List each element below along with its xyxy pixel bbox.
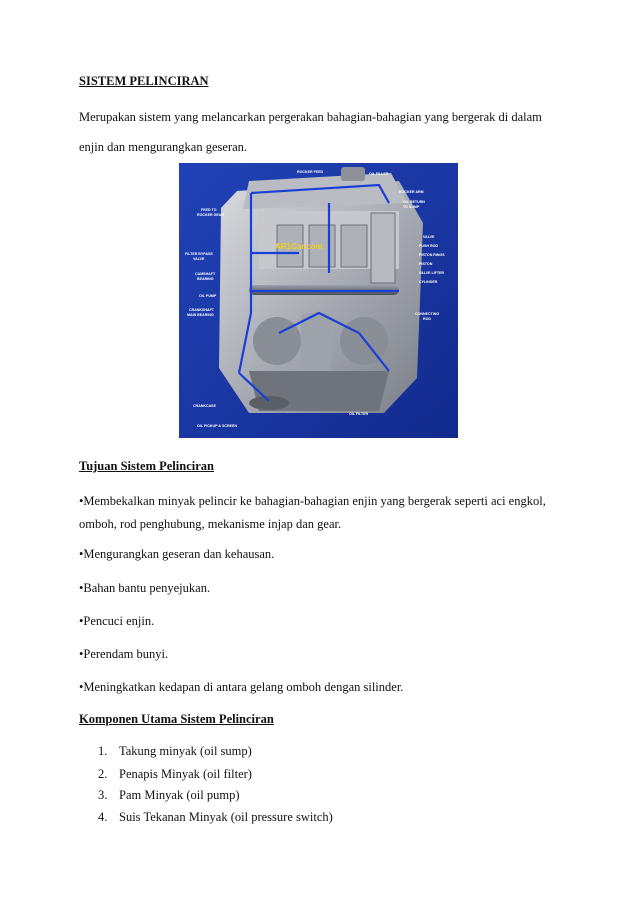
list-item-number: 2. bbox=[98, 767, 108, 781]
label-crankcase: CRANKCASE bbox=[193, 404, 216, 408]
list-item bbox=[98, 787, 239, 803]
label-rod: ROD bbox=[423, 317, 431, 321]
label-rocker-gear: ROCKER GEAR bbox=[197, 213, 224, 217]
label-camshaft: CAMSHAFT bbox=[195, 272, 216, 276]
bullet-2: •Mengurangkan geseran dan kehausan. bbox=[79, 547, 275, 561]
bullet-3: •Bahan bantu penyejukan. bbox=[79, 581, 211, 595]
label-filter-bypass: FILTER BYPASS bbox=[185, 252, 213, 256]
label-valve-lifter: VALVE LIFTER bbox=[419, 271, 445, 275]
engine-lubrication-diagram bbox=[179, 163, 458, 438]
intro-line-2: enjin dan mengurangkan geseran. bbox=[79, 140, 247, 154]
bullet-4: •Pencuci enjin. bbox=[79, 614, 155, 628]
oil-filler-cap bbox=[341, 167, 365, 181]
label-oil-filler: OIL FILLER bbox=[369, 172, 389, 176]
section-heading-komponen: Komponen Utama Sistem Pelinciran bbox=[79, 712, 274, 726]
bullet-5: •Perendam bunyi. bbox=[79, 647, 169, 661]
label-connecting: CONNECTING bbox=[415, 312, 440, 316]
list-item bbox=[98, 809, 333, 825]
label-valve: VALVE bbox=[423, 235, 435, 239]
label-oil-pickup: OIL PICKUP & SCREEN bbox=[197, 424, 238, 428]
label-piston-rings: PISTON RINGS bbox=[419, 253, 445, 257]
bullet-1-line-1: •Membekalkan minyak pelincir ke bahagian-bahagian enjin yang bergerak seperti aci engkol, bbox=[79, 494, 546, 508]
list-item-number: 3. bbox=[98, 788, 108, 802]
diagram-watermark: AR1Car.com bbox=[275, 242, 323, 251]
list-item bbox=[98, 766, 252, 782]
label-feed-to: FEED TO bbox=[201, 208, 217, 212]
crankshaft-web bbox=[253, 317, 301, 365]
oil-filter-body bbox=[301, 313, 331, 371]
list-item-text: Penapis Minyak (oil filter) bbox=[119, 767, 252, 781]
label-oil-filter: OIL FILTER bbox=[349, 412, 369, 416]
label-oil-return: OIL RETURN bbox=[403, 200, 425, 204]
label-cylinder: CYLINDER bbox=[419, 280, 438, 284]
list-item-text: Suis Tekanan Minyak (oil pressure switch) bbox=[119, 810, 333, 824]
bullet-1-line-2: omboh, rod penghubung, mekanisme injap dan gear. bbox=[79, 517, 342, 531]
bullet-6: •Meningkatkan kedapan di antara gelang omboh dengan silinder. bbox=[79, 680, 404, 694]
piston bbox=[371, 213, 395, 283]
label-main-bearing: MAIN BEARING bbox=[187, 313, 214, 317]
list-item-text: Takung minyak (oil sump) bbox=[119, 744, 252, 758]
label-piston: PISTON bbox=[419, 262, 433, 266]
label-rocker-feed: ROCKER FEED bbox=[297, 170, 324, 174]
list-item-text: Pam Minyak (oil pump) bbox=[119, 788, 240, 802]
list-item bbox=[98, 743, 252, 759]
label-filter-bypass-valve: VALVE bbox=[193, 257, 205, 261]
page-title: SISTEM PELINCIRAN bbox=[79, 74, 209, 88]
section-heading-tujuan: Tujuan Sistem Pelinciran bbox=[79, 459, 214, 473]
oil-pickup-screen bbox=[249, 396, 289, 410]
label-oil-pump: OIL PUMP bbox=[199, 294, 217, 298]
label-camshaft-bearing: BEARING bbox=[197, 277, 214, 281]
label-to-sump: TO SUMP bbox=[403, 205, 420, 209]
list-item-number: 4. bbox=[98, 810, 108, 824]
intro-line-1: Merupakan sistem yang melancarkan pergerakan bahagian-bahagian yang bergerak di dalam bbox=[79, 110, 542, 124]
label-rocker-arm: ROCKER ARM bbox=[399, 190, 424, 194]
label-push-rod: PUSH ROD bbox=[419, 244, 438, 248]
list-item-number: 1. bbox=[98, 744, 108, 758]
label-crankshaft: CRANKSHAFT bbox=[189, 308, 214, 312]
